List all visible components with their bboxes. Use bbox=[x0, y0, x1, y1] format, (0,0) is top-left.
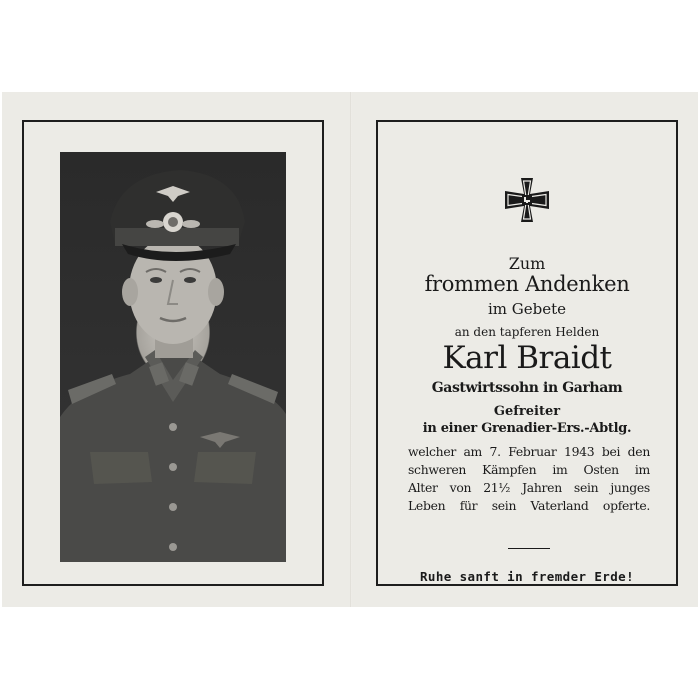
body-line: Leben für sein Vaterland opferte. bbox=[408, 498, 650, 513]
heading-frommen-andenken: frommen Andenken bbox=[424, 272, 630, 296]
occupation-line: Gastwirtssohn in Garham bbox=[431, 380, 623, 396]
body-line: Alter von 21½ Jahren sein junges bbox=[408, 480, 650, 495]
photo-panel bbox=[22, 120, 324, 586]
soldier-portrait bbox=[60, 152, 286, 562]
body-line: welcher am 7. Februar 1943 bei den bbox=[408, 444, 650, 459]
divider bbox=[508, 548, 550, 549]
unit-line: in einer Grenadier-Ers.-Abtlg. bbox=[422, 421, 632, 436]
memorial-card bbox=[2, 92, 698, 607]
body-paragraph bbox=[408, 443, 650, 515]
intro-line: an den tapferen Helden bbox=[454, 325, 600, 339]
heading-im-gebete: im Gebete bbox=[487, 300, 567, 318]
closing-line: Ruhe sanft in fremder Erde! bbox=[420, 569, 634, 584]
body-line: schweren Kämpfen im Osten im bbox=[408, 462, 650, 477]
iron-cross-icon bbox=[503, 176, 551, 224]
text-panel bbox=[376, 120, 678, 586]
heading-zum: Zum bbox=[508, 254, 546, 273]
rank-line: Gefreiter bbox=[493, 404, 561, 419]
card-fold bbox=[350, 92, 352, 607]
cross-wrap bbox=[378, 176, 676, 224]
deceased-name: Karl Braidt bbox=[442, 340, 612, 376]
